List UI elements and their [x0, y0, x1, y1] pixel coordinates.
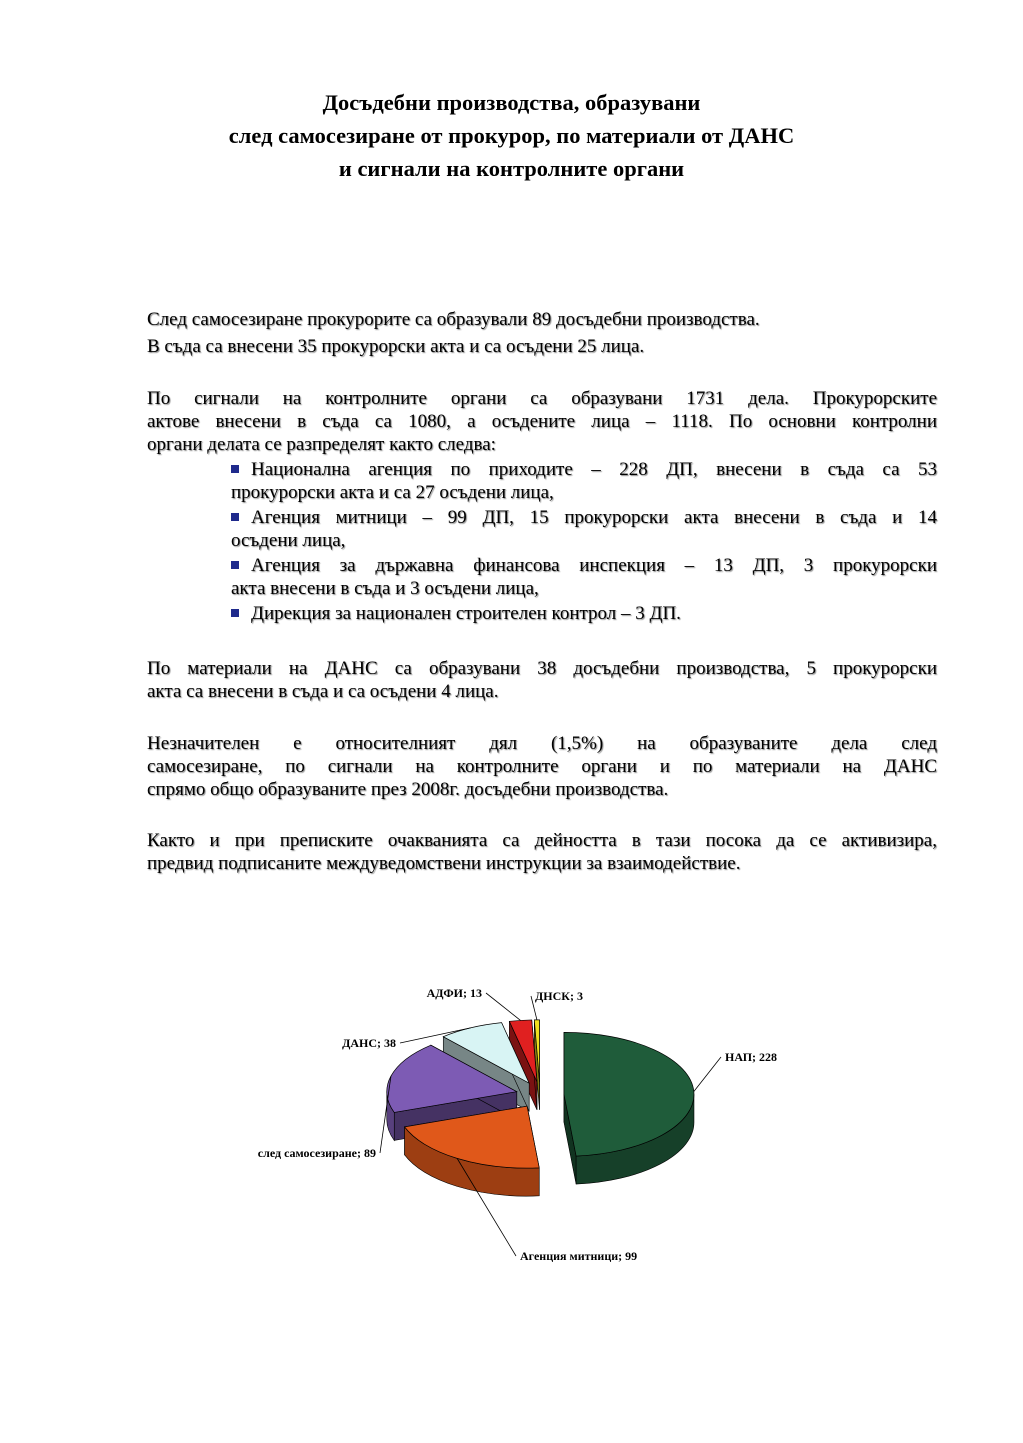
para1-line-2: В съда са внесени 35 прокурорски акта и са осъдени 25 лица. [147, 336, 645, 357]
data-label-3: ДАНС; 38 [342, 1036, 396, 1050]
list-item [231, 506, 937, 552]
list-item [231, 602, 937, 625]
para4-line-2: самосезиране, по сигнали на контролните органи и по материали на ДАНС [147, 756, 937, 777]
data-label-0: НАП; 228 [725, 1050, 778, 1064]
bullet-square-icon [231, 513, 239, 521]
bullet-4-line-1: Дирекция за национален строителен контрол – 3 ДП. [251, 603, 681, 624]
para3-line-2: акта са внесени в съда и са осъдени 4 лица. [147, 681, 499, 702]
para4-line-1: Незначителен е относителният дял (1,5%) на образуваните дела след [147, 733, 937, 754]
bullet-3-line-1: Агенция за държавна финансова инспекция – 13 ДП, 3 прокурорски [251, 555, 937, 576]
title-line-2: след самосезиране от прокурор, по материали от ДАНС [228, 123, 795, 148]
para5-line-2: предвид подписаните междуведомствени инструкции за взаимодействие. [147, 853, 741, 874]
leader-line-0 [694, 1057, 721, 1091]
paragraph-control-bodies [147, 387, 937, 456]
data-label-1: Агенция митници; 99 [520, 1249, 638, 1263]
para2-line-1: По сигнали на контролните органи са образувани 1731 дела. Прокурорските [147, 388, 937, 409]
para4-line-3: спрямо общо образуваните през 2008г. досъдебни производства. [147, 779, 669, 800]
paragraph-expectations [147, 829, 937, 875]
data-label-5: ДНСК; 3 [535, 989, 583, 1003]
para5-line-1: Както и при преписките очакванията са дейността в тази посока да се активизира, [147, 830, 937, 851]
para2-line-2: актове внесени в съда са 1080, а осъдените лица – 1118. По основни контролни [147, 411, 937, 432]
data-label-4: АДФИ; 13 [426, 986, 482, 1000]
para3-line-1: По материали на ДАНС са образувани 38 досъдебни производства, 5 прокурорски [147, 658, 937, 679]
paragraph-self-referral [147, 308, 937, 358]
title-line-1: Досъдебни производства, образувани [322, 90, 701, 115]
list-item [231, 554, 937, 600]
bullet-square-icon [231, 609, 239, 617]
bullet-square-icon [231, 465, 239, 473]
bullet-3-line-2: акта внесени в съда и 3 осъдени лица, [231, 578, 539, 599]
bullet-2-line-1: Агенция митници – 99 ДП, 15 прокурорски акта внесени в съда и 14 [251, 507, 937, 528]
list-item [231, 458, 937, 504]
pie-chart [240, 975, 800, 1275]
bullet-square-icon [231, 561, 239, 569]
bullet-1-line-1: Национална агенция по приходите – 228 ДП, внесени в съда са 53 [251, 459, 937, 480]
para2-line-3: органи делата се разпределят както следва: [147, 434, 496, 455]
para1-line-1: След самосезиране прокурорите са образували 89 досъдебни производства. [147, 309, 760, 330]
paragraph-share [147, 732, 937, 801]
paragraph-dans [147, 657, 937, 703]
title-line-3: и сигнали на контролните органи [338, 156, 685, 181]
page-title [0, 86, 1023, 185]
bullet-list [231, 458, 937, 625]
leader-line-4 [486, 993, 520, 1020]
bullet-1-line-2: прокурорски акта и са 27 осъдени лица, [231, 482, 554, 503]
data-label-2: след самосезиране; 89 [257, 1146, 376, 1160]
bullet-2-line-2: осъдени лица, [231, 530, 346, 551]
